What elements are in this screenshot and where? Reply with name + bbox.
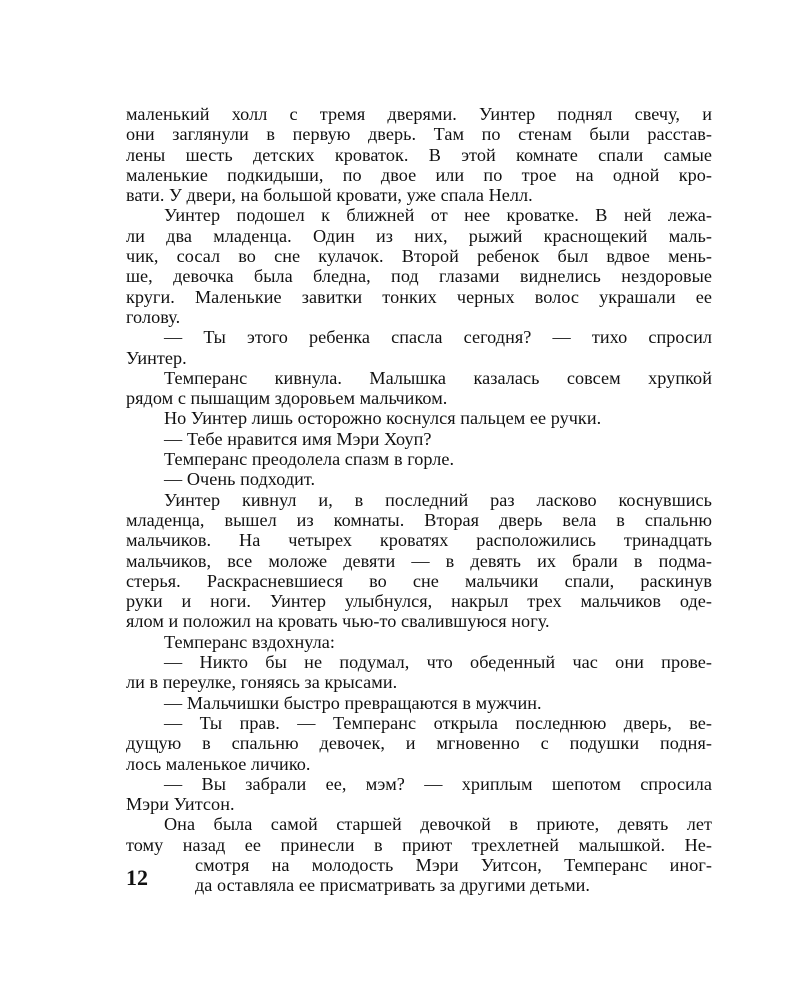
text-line: лены шесть детских кроваток. В этой комнате спали самые: [126, 144, 712, 165]
text-line: младенца, вышел из комнаты. Вторая дверь вела в спальню: [126, 509, 712, 530]
text-line: Мэри Уитсон.: [126, 794, 235, 815]
text-line: дущую в спальню девочек, и мгновенно с подушки подня-: [126, 733, 712, 754]
page-number: 12: [126, 865, 148, 890]
text-line: — Ты этого ребенка спасла сегодня? — тихо спросил: [164, 327, 712, 348]
text-line: Уинтер кивнул и, в последний раз ласково коснувшись: [164, 489, 712, 510]
text-line: Темперанс вздохнула:: [164, 631, 335, 652]
text-line: — Никто бы не подумал, что обеденный час они прове-: [164, 652, 712, 673]
text-line: мальчиков. На четырех кроватях расположились тринадцать: [126, 530, 712, 551]
text-line: лось маленькое личико.: [126, 753, 311, 774]
text-line: — Тебе нравится имя Мэри Хоуп?: [164, 428, 432, 449]
text-line: вати. У двери, на большой кровати, уже спала Нелл.: [126, 185, 533, 206]
text-line: голову.: [126, 306, 181, 327]
text-line: ли в переулке, гоняясь за крысами.: [126, 672, 398, 693]
body-text: [126, 104, 712, 896]
text-line: мальчиков, все моложе девяти — в девять их брали в подма-: [126, 550, 712, 571]
text-line: — Очень подходит.: [164, 469, 316, 490]
text-line: да оставляла ее присматривать за другими детьми.: [195, 875, 591, 896]
text-line: ше, девочка была бледна, под глазами виднелись нездоровые: [126, 266, 712, 287]
text-line: они заглянули в первую дверь. Там по стенам были расстав-: [126, 124, 712, 145]
text-line: руки и ноги. Уинтер улыбнулся, накрыл трех мальчиков оде-: [126, 591, 712, 612]
text-line: Но Уинтер лишь осторожно коснулся пальцем ее ручки.: [164, 408, 602, 429]
text-line: смотря на молодость Мэри Уитсон, Темперанс иног-: [195, 854, 712, 875]
text-line: Уинтер.: [126, 347, 187, 368]
text-line: Уинтер подошел к ближней от нее кроватке. В ней лежа-: [164, 205, 712, 226]
text-line: Темперанс кивнула. Малышка казалась совсем хрупкой: [164, 367, 712, 388]
text-line: стерья. Раскрасневшиеся во сне мальчики спали, раскинув: [126, 570, 712, 591]
text-line: — Мальчишки быстро превращаются в мужчин.: [164, 692, 542, 713]
text-line: ли два младенца. Один из них, рыжий краснощекий маль-: [126, 225, 712, 246]
text-line: — Ты прав. — Темперанс открыла последнюю дверь, ве-: [164, 712, 712, 733]
text-line: Она была самой старшей девочкой в приюте, девять лет: [164, 814, 712, 835]
text-line: рядом с пышащим здоровьем мальчиком.: [126, 388, 448, 409]
text-line: маленькие подкидыши, по двое или по трое на одной кро-: [126, 164, 712, 185]
text-line: маленький холл с тремя дверями. Уинтер поднял свечу, и: [126, 104, 712, 124]
text-line: круги. Маленькие завитки тонких черных волос украшали ее: [126, 286, 712, 307]
text-line: ялом и положил на кровать чью-то свалившуюся ногу.: [126, 611, 550, 632]
text-line: — Вы забрали ее, мэм? — хриплым шепотом спросила: [164, 773, 712, 794]
text-line: Темперанс преодолела спазм в горле.: [164, 449, 455, 470]
text-line: чик, сосал во сне кулачок. Второй ребенок был вдвое мень-: [126, 246, 712, 267]
text-line: тому назад ее принесли в приют трехлетней малышкой. Не-: [126, 834, 712, 855]
